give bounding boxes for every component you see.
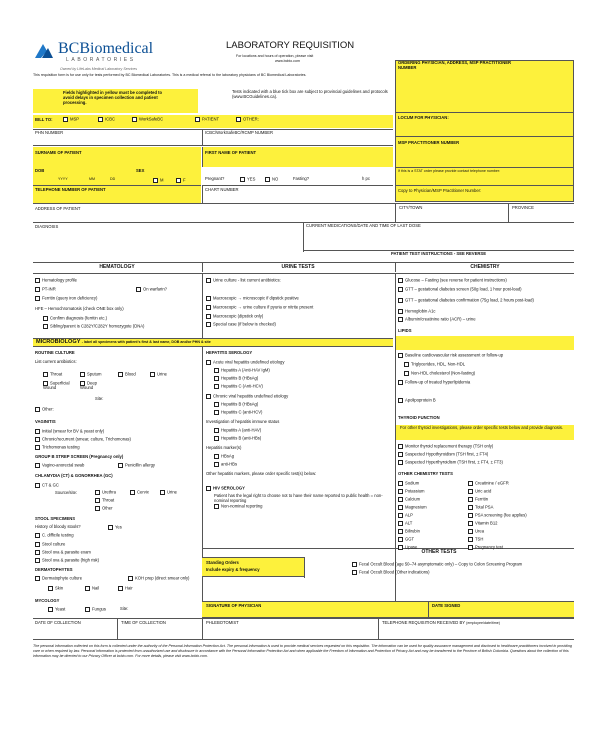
sex-m[interactable]: M: [153, 178, 164, 183]
chem-acr[interactable]: Albumin/creatinine ratio (ACR) – urine: [398, 317, 476, 322]
hep-immune: Investigation of hepatitis immune status: [206, 419, 280, 424]
culture-blood[interactable]: Blood: [118, 372, 136, 377]
form-title: LABORATORY REQUISITION: [226, 40, 355, 51]
hep-chronic-b[interactable]: Hepatitis B (HBsAg): [214, 402, 258, 407]
gbs-title: GROUP B STREP SCREEN (Pregnancy only): [35, 454, 124, 459]
culture-other[interactable]: Other:: [35, 407, 54, 412]
address-field[interactable]: ADDRESS OF PATIENT: [35, 206, 81, 211]
patient-instructions: PATIENT TEST INSTRUCTIONS - SEE REVERSE: [390, 251, 486, 256]
dob-yyyy: YYYY: [58, 177, 68, 181]
msp-practitioner[interactable]: MSP PRACTITIONER NUMBER: [398, 140, 460, 145]
gbs-allergy[interactable]: Penicillin allergy: [118, 463, 155, 468]
other-chem-title: OTHER CHEMISTRY TESTS: [398, 471, 453, 476]
culture-sputum[interactable]: Sputum: [80, 372, 101, 377]
bill-to-label: BILL TO:: [35, 117, 53, 122]
thyroid-title: THYROID FUNCTION: [398, 415, 440, 420]
copy-to-physician[interactable]: Copy to Physician/MSP Practitioner Number:: [398, 188, 482, 193]
derm-culture[interactable]: Dermatophyte culture: [35, 576, 82, 581]
fobt-screen[interactable]: Fecal Occult Blood (age 50–74 asymptomatic only) – Copy to Colon Screening Program: [352, 562, 522, 567]
dob-dd: DD: [110, 177, 116, 181]
pregnant-no[interactable]: NO: [265, 177, 278, 182]
ochem-magnesium[interactable]: Magnesium: [398, 505, 427, 513]
stool-cdiff[interactable]: C. difficile testing: [35, 533, 74, 538]
other-tests-title: OTHER TESTS: [421, 549, 457, 555]
culture-superficial[interactable]: Superficial Wound: [43, 380, 70, 391]
vag-trich[interactable]: Trichomonas testing: [35, 445, 80, 450]
heme-hfe-confirm[interactable]: Confirm diagnosis (ferritin etc.): [43, 316, 107, 321]
culture-site[interactable]: Site:: [95, 396, 104, 401]
ct-gc[interactable]: CT & GC: [35, 483, 59, 488]
ct-source: Source/site:: [55, 490, 78, 495]
culture-urine[interactable]: Urine: [150, 372, 167, 377]
chlamydia-title: CHLAMYDIA (CT) & GONORRHEA (GC): [35, 473, 113, 478]
time-of-collection[interactable]: TIME OF COLLECTION: [117, 618, 169, 640]
ochem-uric[interactable]: Uric acid: [468, 489, 527, 497]
lipid-nonhdl[interactable]: Non-HDL cholesterol (Non-fasting): [404, 371, 475, 376]
locum-physician[interactable]: LOCUM FOR PHYSICIAN:: [398, 115, 449, 120]
bill-icbc[interactable]: ICBC: [98, 117, 115, 122]
ct-urethra[interactable]: Urethra: [95, 490, 116, 495]
first-name-field[interactable]: FIRST NAME OF PATIENT: [205, 150, 257, 155]
hep-acute-c[interactable]: Hepatitis C (Anti-HCV): [214, 384, 263, 389]
myco-title: MYCOLOGY: [35, 598, 60, 603]
urine-macro-micro[interactable]: Macroscopic → microscopic if dipstick positive: [206, 296, 299, 301]
pregnant-label: Pregnant?: [205, 176, 225, 181]
hep-acute-b[interactable]: Hepatitis B (HBsAg): [214, 376, 258, 381]
hep-title: HEPATITIS SEROLOGY: [206, 350, 253, 355]
ochem-pregnancy[interactable]: Pregnancy test: [468, 545, 527, 553]
urine-macro[interactable]: Macroscopic (dipstick only): [206, 314, 263, 319]
ochem-sodium[interactable]: Sodium: [398, 481, 427, 489]
date-of-collection[interactable]: DATE OF COLLECTION: [35, 620, 81, 625]
owned-by: Owned by LifeLabs Medical Laboratory Services: [60, 67, 138, 71]
derm-nail[interactable]: Nail: [85, 586, 99, 591]
myco-yeast[interactable]: Yeast: [48, 607, 65, 612]
website[interactable]: www.bcbio.com: [275, 59, 300, 63]
brand-sub: LABORATORIES: [66, 57, 136, 63]
ochem-alp[interactable]: ALP: [398, 513, 427, 521]
hep-anti-hbs[interactable]: anti-HBs: [214, 462, 237, 467]
bill-worksafe[interactable]: WorkSafeBC: [132, 117, 163, 122]
hiv-nonnominal[interactable]: Non-nominal reporting: [214, 504, 262, 509]
lipid-followup[interactable]: Follow-up of treated hyperlipidemia: [398, 380, 470, 385]
urine-special[interactable]: Special case (if below is checked): [206, 322, 276, 327]
thyroid-hypo[interactable]: Suspected Hypothyroidism (TSH first, ± FT4): [398, 452, 488, 457]
hematology-title: HEMATOLOGY: [99, 264, 135, 270]
stool-bloody: History of bloody stools?: [35, 524, 81, 529]
micro-title: MICROBIOLOGY: [36, 339, 81, 345]
thyroid-note: For other thyroid investigations, please order specific tests below and provide diagnosis.: [396, 425, 574, 440]
province-field[interactable]: PROVINCE: [508, 203, 537, 222]
hiv-title[interactable]: HIV SEROLOGY: [206, 486, 245, 491]
hep-chronic-c[interactable]: Hepatitis C (anti-HCV): [214, 410, 262, 415]
bill-msp[interactable]: MSP: [63, 117, 79, 122]
dob-field[interactable]: DOB: [35, 168, 45, 173]
intro-text: This requisition form is for use only for tests performed by BC Biomedical Laboratories. This is a medical referral to the laboratory physicians of BC Biomedical Laboratories.: [33, 73, 307, 77]
thyroid-hyper[interactable]: Suspected Hyperthyroidism (TSH first, ± FT4, ± FT3): [398, 460, 503, 465]
antibiotics-field[interactable]: List current antibiotics:: [35, 359, 77, 364]
heme-hfe: HFE – Hemochromatosis (check ONE box only): [35, 306, 124, 311]
chem-gtt-confirm[interactable]: GTT – gestational diabetes confirmation (75g load, 2 hours post-load): [398, 298, 534, 303]
urine-title: URINE TESTS: [202, 262, 393, 272]
hep-markers: Hepatitis marker(s): [206, 445, 242, 450]
derm-title: DERMATOPHYTES: [35, 567, 73, 572]
vaginitis-title: VAGINITIS: [35, 419, 56, 424]
ochem-lipase[interactable]: Lipase: [398, 545, 427, 553]
urine-culture[interactable]: Urine culture - list current antibiotics:: [206, 278, 281, 283]
bill-other[interactable]: OTHER:: [236, 117, 259, 122]
culture-deep[interactable]: Deep Wound: [80, 380, 98, 391]
standing-orders[interactable]: Standing Orders: [206, 560, 239, 565]
myco-fungus[interactable]: Fungus: [85, 607, 106, 612]
phlebotomist[interactable]: PHLEBOTOMIST: [202, 618, 242, 640]
telephone-field[interactable]: TELEPHONE NUMBER OF PATIENT: [35, 187, 106, 192]
lipid-tg-hdl[interactable]: Triglycerides, HDL, Non-HDL: [404, 362, 465, 367]
hep-immune-a[interactable]: Hepatitis A (anti-HAV): [214, 428, 261, 433]
myco-site[interactable]: Site:: [120, 606, 129, 611]
gbs-swab[interactable]: Vagino-anorectal swab: [35, 463, 84, 468]
ochem-bilirubin[interactable]: Bilirubin: [398, 529, 427, 537]
chemistry-title: CHEMISTRY: [395, 262, 574, 272]
routine-culture: ROUTINE CULTURE: [35, 350, 75, 355]
other-chem-left: [398, 481, 427, 553]
fobt-other[interactable]: Fecal Occult Blood (Other indications): [352, 570, 430, 575]
ochem-potassium[interactable]: Potassium: [398, 489, 427, 497]
phn-field[interactable]: PHN NUMBER: [35, 130, 64, 135]
hep-acute[interactable]: Acute viral hepatitis undefined etiology: [206, 360, 284, 365]
ochem-ggt[interactable]: GGT: [398, 537, 427, 545]
chem-gtt-screen[interactable]: GTT – gestational diabetes screen (50g load, 1 hour post-load): [398, 287, 522, 292]
bill-patient[interactable]: PATIENT: [195, 117, 219, 122]
heme-hfe-sibling[interactable]: Sibling/parent is C282Y/C282Y homozygote (DNA): [43, 324, 144, 329]
hep-hbsag[interactable]: HBsAg: [214, 454, 234, 459]
stool-culture[interactable]: Stool culture: [35, 542, 65, 547]
telephone-requisition[interactable]: TELEPHONE REQUISITION RECEIVED BY (employee/date/time): [378, 618, 503, 640]
hep-immune-b[interactable]: Hepatitis B (anti-HBs): [214, 436, 261, 441]
ct-other[interactable]: Other: [95, 506, 112, 511]
surname-field[interactable]: SURNAME OF PATIENT: [35, 150, 82, 155]
pregnant-yes[interactable]: YES: [240, 177, 255, 182]
derm-koh[interactable]: KOH prep (direct smear only): [128, 576, 189, 581]
ochem-psa[interactable]: Total PSA: [468, 505, 527, 513]
privacy-notice: The personal information collected on this form is collected under the authority of the Personal Information Protection Act. The personal information is used to provide medical services requested on this requisition. The information can be used for quality assurance management and disclosed to healthcare practitioners involved in providing care or when required by law. Personal information is protected from unauthorized use and disclosure in accordance with the Personal Information Protection Act and when applicable the Freedom of Information and Protection of Privacy Act and may be transferred to the Province of British Columbia. Questions about the collection of this information may be directed to our Privacy Officer at bcbio.com. For more details, please visit www.bcbio.com.: [33, 644, 572, 658]
ochem-creatinine[interactable]: Creatinine / eGFR: [468, 481, 527, 489]
stool-ova[interactable]: Stool ova & parasite exam: [35, 550, 91, 555]
ochem-urea[interactable]: Urea: [468, 529, 527, 537]
lipid-apob[interactable]: Apolipoprotein B: [398, 398, 436, 403]
ochem-b12[interactable]: Vitamin B12: [468, 521, 527, 529]
standing-sub: Include expiry & frequency: [206, 567, 260, 572]
icbc-field[interactable]: ICBC/WorkSafeBC/RCMP NUMBER: [202, 129, 275, 146]
stool-title: STOOL SPECIMENS: [35, 516, 76, 521]
culture-throat[interactable]: Throat: [43, 372, 62, 377]
ochem-alt[interactable]: ALT: [398, 521, 427, 529]
city-field[interactable]: CITY/TOWN: [395, 203, 425, 222]
ochem-psa-screen[interactable]: PSA screening (fee applies): [468, 513, 527, 521]
ct-throat[interactable]: Throat: [95, 498, 114, 503]
meds-field[interactable]: CURRENT MEDICATIONS/DATE AND TIME OF LAST DOSE: [303, 222, 423, 252]
stool-bloody-yes[interactable]: Yes: [108, 525, 122, 530]
blue-tick-notice: Tests indicated with a blue tick box are subject to provincial guidelines and protocols (www.BCGuidelines.ca).: [232, 89, 388, 99]
micro-sub: - label all specimens with patient's first & last name, DOB and/or PHN & site: [81, 340, 211, 344]
ochem-ferritin[interactable]: Ferritin: [468, 497, 527, 505]
fasting-hpc: h pc: [362, 176, 370, 181]
thyroid-monitor[interactable]: Monitor thyroid replacement therapy (TSH only): [398, 444, 493, 449]
stat-phone[interactable]: If this is a STAT order please provide contact telephone number:: [398, 169, 501, 173]
stool-ova-high[interactable]: Stool ova & parasite (high risk): [35, 558, 99, 563]
heme-pt-inr[interactable]: PT-INR: [35, 287, 56, 292]
heme-ferritin[interactable]: Ferritin (query iron deficiency): [35, 296, 97, 301]
urine-macro-culture[interactable]: Macroscopic → urine culture if pyuria or nitrite present: [206, 305, 313, 310]
ochem-calcium[interactable]: Calcium: [398, 497, 427, 505]
derm-skin[interactable]: Skin: [48, 586, 63, 591]
vag-chronic[interactable]: Chronic/recurrent (smear, culture, Trichomonas): [35, 437, 131, 442]
lipids-title: LIPIDS: [398, 328, 412, 333]
ordering-physician[interactable]: ORDERING PHYSICIAN, ADDRESS, MSP PRACTITIONER NUMBER: [398, 60, 512, 70]
ochem-tsh[interactable]: TSH: [468, 537, 527, 545]
vag-initial[interactable]: Initial (smear for BV & yeast only): [35, 429, 104, 434]
chem-glucose[interactable]: Glucose – Fasting (see reverse for patient instructions): [398, 278, 507, 283]
date-signed[interactable]: DATE SIGNED: [428, 601, 463, 618]
other-chem-right: [468, 481, 527, 553]
hep-chronic[interactable]: Chronic viral hepatitis undefined etiology: [206, 394, 288, 399]
lipid-baseline[interactable]: Baseline cardiovascular risk assessment or follow-up: [398, 353, 503, 358]
sex-label: SEX: [136, 168, 145, 173]
ct-cervix[interactable]: Cervix: [130, 490, 149, 495]
hiv-rights: Patient has the legal right to choose not to have their name reported to public health = non-nominal reporting: [214, 493, 383, 503]
hep-acute-a[interactable]: Hepatitis A (Anti-HAV IgM): [214, 368, 270, 373]
physician-signature[interactable]: SIGNATURE OF PHYSICIAN: [206, 603, 262, 608]
fasting-label: Fasting?: [293, 176, 310, 181]
bcbio-logo-icon: [33, 42, 55, 60]
heme-profile[interactable]: Hematology profile: [35, 278, 77, 283]
hep-other[interactable]: Other hepatitis markers, please order specific test(s) below:: [206, 471, 317, 476]
chem-a1c[interactable]: Hemoglobin A1c: [398, 309, 436, 314]
locations-text: For locations and hours of operation, please visit: [236, 54, 314, 58]
ct-urine[interactable]: Urine: [160, 490, 177, 495]
chart-number[interactable]: CHART NUMBER: [202, 185, 393, 203]
sex-f[interactable]: F: [176, 178, 186, 183]
dob-mm: MM: [89, 177, 95, 181]
heme-warfarin[interactable]: On warfarin?: [136, 287, 167, 292]
diagnosis-field[interactable]: DIAGNOSIS: [35, 224, 59, 229]
brand-name: BCBiomedical: [58, 40, 154, 57]
derm-hair[interactable]: Hair: [118, 586, 133, 591]
yellow-notice: Fields highlighted in yellow must be completed to avoid delays in specimen collection and patient processing.: [33, 89, 198, 113]
